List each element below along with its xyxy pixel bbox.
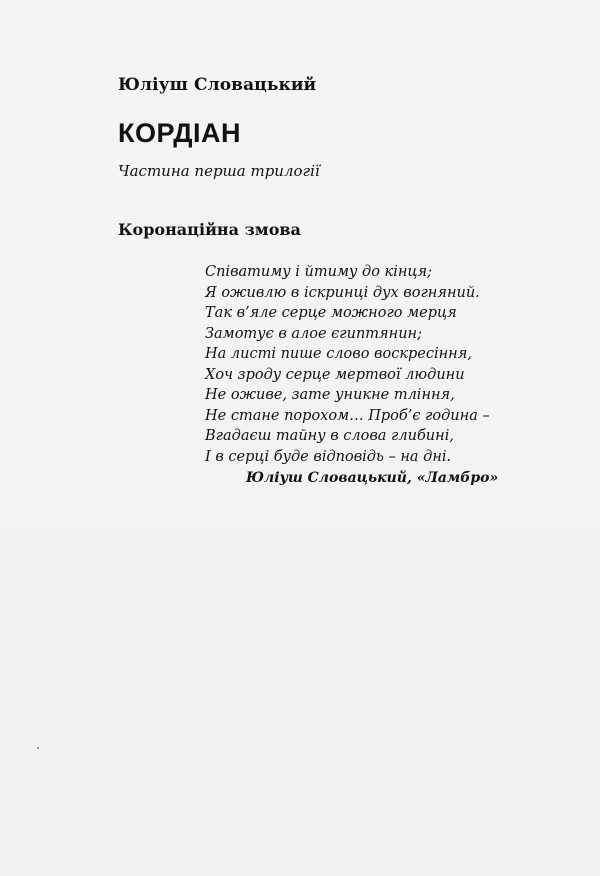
section-heading: Коронаційна змова — [118, 220, 301, 239]
author-name: Юліуш Словацький — [118, 75, 317, 95]
book-title: КОРДІАН — [118, 118, 242, 148]
poem-line: І в серці буде відповідь – на дні. — [205, 448, 452, 465]
poem-line: Хоч зроду серце мертвої людини — [205, 366, 465, 383]
poem-line: Не стане порохом… Проб’є година – — [205, 407, 490, 424]
book-subtitle: Частина перша трилогії — [118, 162, 320, 180]
poem-line: Не оживе, зате уникне тління, — [205, 387, 455, 403]
poem-line: Замотує в алое єгиптянин; — [205, 325, 422, 342]
poem-line: Так в’яле серце можного мерця — [205, 305, 457, 321]
poem-line: Я оживлю в іскринці дух вогняний. — [205, 284, 480, 301]
poem-attribution: Юліуш Словацький, «Ламбро» — [246, 470, 499, 486]
poem-line: Співатиму і йтиму до кінця; — [205, 264, 432, 280]
poem-line: Вгадаєш тайну в слова глибині, — [205, 428, 454, 444]
dust-speck — [37, 747, 39, 749]
poem-line: На листі пише слово воскресіння, — [205, 346, 472, 362]
epigraph-poem — [205, 262, 505, 467]
